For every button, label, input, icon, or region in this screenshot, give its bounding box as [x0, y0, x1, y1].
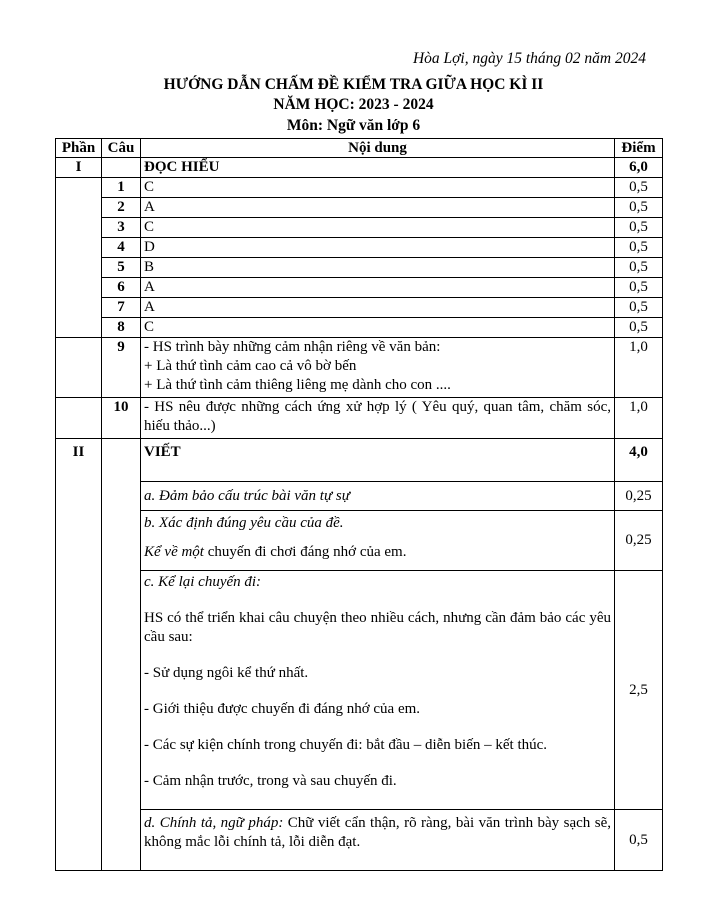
table-row — [56, 482, 663, 511]
question-number: 9 — [102, 338, 141, 398]
section-row — [56, 158, 663, 178]
criterion-c-title: c. Kể lại chuyến đi: — [144, 574, 262, 590]
criterion-b-rest: chuyến đi chơi đáng nhớ của em. — [203, 544, 407, 560]
section-part: I — [56, 158, 102, 178]
table-row — [56, 278, 663, 298]
score: 1,0 — [615, 338, 663, 398]
section-part: II — [56, 439, 102, 871]
question-number: 5 — [102, 258, 141, 278]
table-row — [56, 218, 663, 238]
header-content: Nội dung — [141, 139, 615, 158]
score: 0,5 — [615, 218, 663, 238]
table-row — [56, 810, 663, 871]
answer: A — [141, 278, 615, 298]
empty-cell — [102, 439, 141, 871]
empty-cell — [56, 338, 102, 398]
criterion-c — [141, 571, 615, 810]
question-number: 7 — [102, 298, 141, 318]
table-row — [56, 198, 663, 218]
score: 0,5 — [615, 258, 663, 278]
score: 0,5 — [615, 810, 663, 871]
subject-line: Môn: Ngữ văn lớp 6 — [286, 117, 421, 134]
criterion-c-intro: HS có thể triển khai câu chuyện theo nhiều cách, nhưng cần đảm bảo các yêu cầu sau: — [144, 610, 611, 645]
empty-cell — [56, 398, 102, 439]
criterion-b-line — [144, 543, 611, 562]
score: 0,25 — [615, 482, 663, 511]
table-row — [56, 318, 663, 338]
answer: C — [141, 318, 615, 338]
score: 0,5 — [615, 318, 663, 338]
question-number: 2 — [102, 198, 141, 218]
question-number: 10 — [102, 398, 141, 439]
grading-table — [55, 138, 663, 871]
answer: D — [141, 238, 615, 258]
header-score: Điểm — [615, 139, 663, 158]
answer: A — [141, 298, 615, 318]
table-row — [56, 238, 663, 258]
answer-line: + Là thứ tình cảm thiêng liêng mẹ dành cho con .... — [144, 377, 451, 393]
question-number: 8 — [102, 318, 141, 338]
question-number: 6 — [102, 278, 141, 298]
dateline: Hòa Lợi, ngày 15 tháng 02 năm 2024 — [412, 50, 646, 67]
section-title: VIẾT — [141, 439, 615, 482]
score: 0,5 — [615, 238, 663, 258]
criterion-d — [141, 810, 615, 871]
school-year: NĂM HỌC: 2023 - 2024 — [273, 96, 434, 113]
criterion-c-item: - Giới thiệu được chuyến đi đáng nhớ của em. — [144, 701, 421, 717]
score: 0,5 — [615, 198, 663, 218]
criterion-c-item: - Sử dụng ngôi kể thứ nhất. — [144, 665, 309, 681]
empty-cell — [102, 158, 141, 178]
answer: B — [141, 258, 615, 278]
table-row — [56, 178, 663, 198]
table-row — [56, 258, 663, 278]
section-title: ĐỌC HIỂU — [141, 158, 615, 178]
criterion-b — [141, 511, 615, 571]
answer-q9 — [141, 338, 615, 398]
score: 0,25 — [615, 511, 663, 571]
criterion-b-italic: Kể về một — [144, 544, 204, 560]
question-number: 4 — [102, 238, 141, 258]
answer-line: + Là thứ tình cảm cao cả vô bờ bến — [144, 358, 357, 374]
table-row — [56, 298, 663, 318]
score: 0,5 — [615, 278, 663, 298]
header-part: Phần — [56, 139, 102, 158]
score: 0,5 — [615, 178, 663, 198]
answer: C — [141, 218, 615, 238]
answer: A — [141, 198, 615, 218]
section-score: 6,0 — [615, 158, 663, 178]
criterion-c-item: - Cảm nhận trước, trong và sau chuyến đi. — [144, 773, 397, 789]
criterion-c-item: - Các sự kiện chính trong chuyến đi: bắt đầu – diễn biến – kết thúc. — [144, 737, 548, 753]
table-row — [56, 571, 663, 810]
criterion-d-label: d. Chính tả, ngữ pháp: — [144, 815, 284, 831]
table-row — [56, 511, 663, 571]
answer: C — [141, 178, 615, 198]
question-number: 1 — [102, 178, 141, 198]
answer-q10: - HS nêu được những cách ứng xử hợp lý ( Yêu quý, quan tâm, chăm sóc, hiếu thảo...) — [141, 398, 615, 439]
header-question: Câu — [102, 139, 141, 158]
criterion-d-text: Chữ viết cẩn thận, rõ ràng, bài văn trình bày sạch sẽ, không mắc lỗi chính tả, lỗi diễn đạt. — [144, 815, 611, 850]
score: 2,5 — [615, 571, 663, 810]
answer-line: - HS trình bày những cảm nhận riêng về văn bản: — [144, 339, 441, 355]
score: 0,5 — [615, 298, 663, 318]
table-row — [56, 398, 663, 439]
score: 1,0 — [615, 398, 663, 439]
empty-cell — [56, 178, 102, 338]
section-score: 4,0 — [615, 439, 663, 482]
table-header-row — [56, 139, 663, 158]
criterion-b-title: b. Xác định đúng yêu cầu của đề. — [144, 515, 344, 531]
question-number: 3 — [102, 218, 141, 238]
table-row — [56, 338, 663, 398]
section-row — [56, 439, 663, 482]
criterion-a: a. Đảm bảo cấu trúc bài văn tự sự — [141, 482, 615, 511]
document-title: HƯỚNG DẪN CHẤM ĐỀ KIỂM TRA GIỮA HỌC KÌ II — [163, 76, 544, 93]
